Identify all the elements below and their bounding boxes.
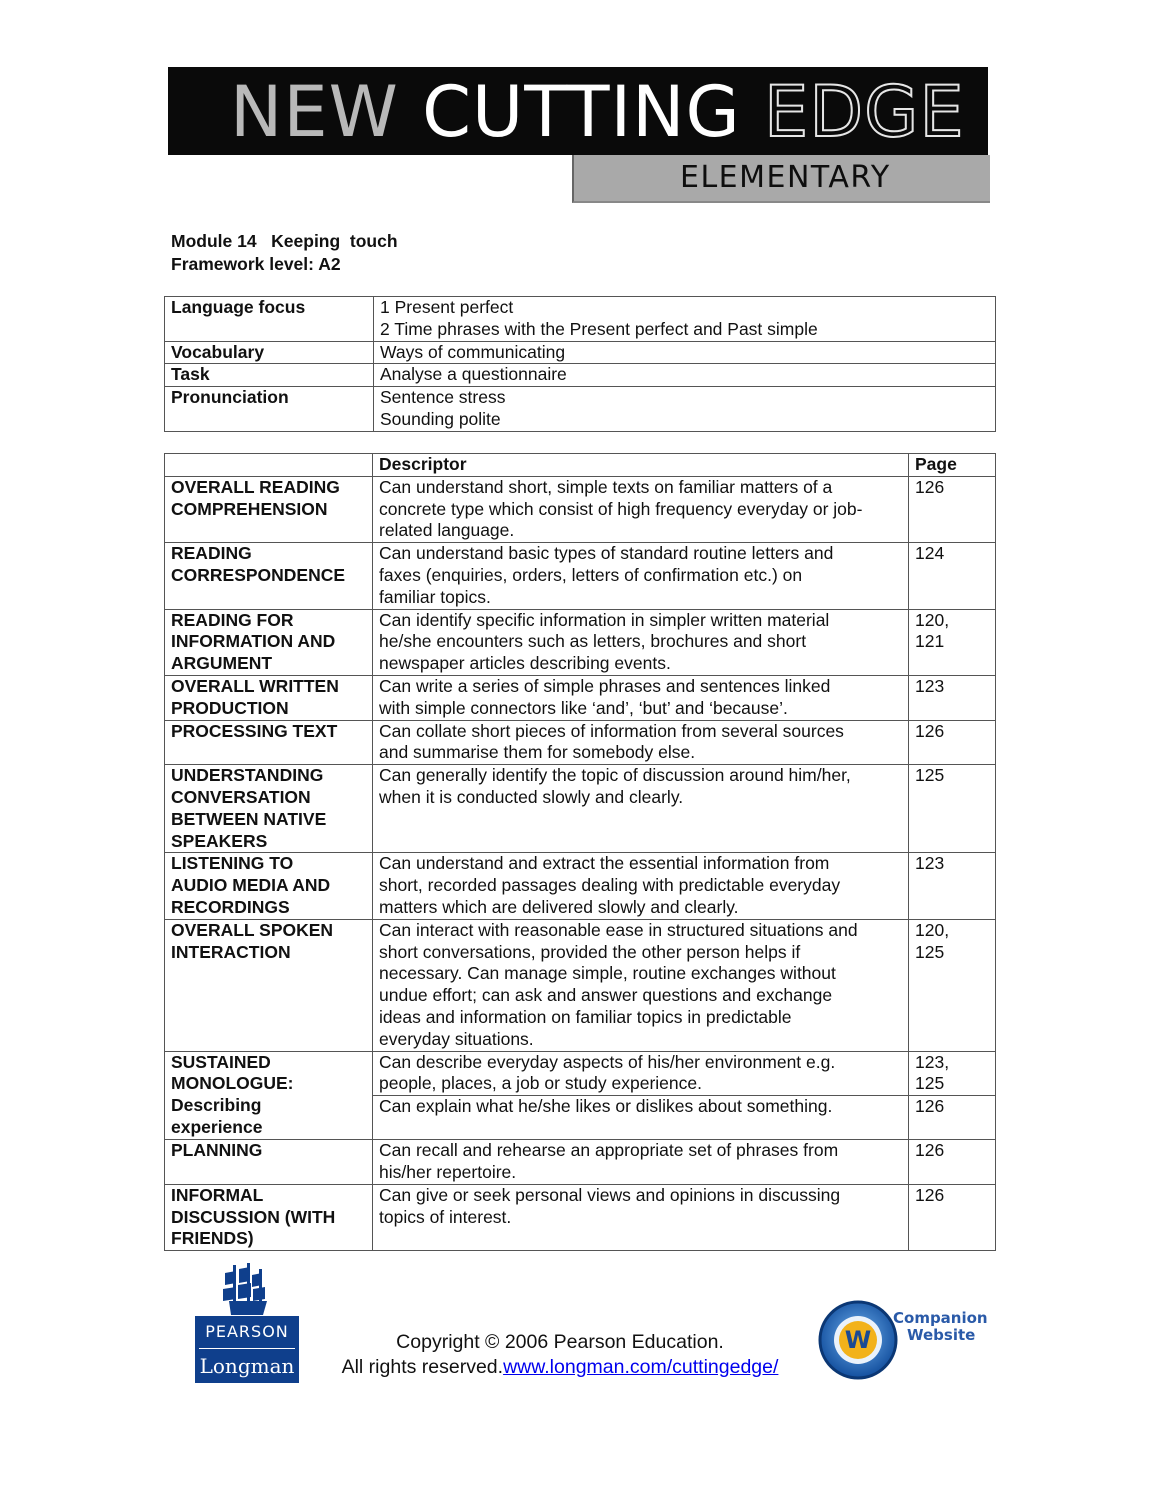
page-ref: [909, 1051, 996, 1096]
page-text: 126: [915, 476, 945, 497]
label-text: Vocabulary: [171, 341, 265, 362]
skill-area-text: PROCESSING TEXT: [171, 720, 338, 741]
page-ref: [909, 720, 996, 765]
banner-word-new: NEW: [230, 71, 399, 153]
skill-area-text: OVERALL WRITTEN: [171, 675, 339, 696]
skill-area-text: AUDIO MEDIA AND: [171, 875, 331, 896]
skill-area-text: READING: [171, 543, 252, 564]
descriptor: [373, 919, 909, 1051]
skill-area-subtext: Describing: [171, 1095, 262, 1116]
descriptor-text: ideas and information on familiar topics in predictable: [379, 1006, 792, 1027]
page-ref: [909, 853, 996, 919]
descriptor-text: when it is conducted slowly and clearly.: [379, 786, 684, 807]
module-heading: [171, 230, 398, 276]
value-text: 1 Present perfect: [380, 297, 514, 317]
level-banner: [572, 155, 990, 203]
descriptor-text: Can generally identify the topic of discussion around him/her,: [379, 765, 851, 786]
descriptor-text: faxes (enquiries, orders, letters of confirmation etc.) on: [379, 564, 803, 585]
descriptor-text: Can explain what he/she likes or dislikes about something.: [379, 1096, 833, 1117]
banner-title: [230, 73, 965, 151]
page-text: 120,: [915, 609, 950, 630]
label-text: Task: [171, 364, 210, 385]
skill-area-text: ARGUMENT: [171, 653, 273, 674]
descriptor-text: Can understand short, simple texts on familiar matters of a: [379, 476, 833, 497]
skill-area-text: INFORMAL: [171, 1184, 264, 1205]
descriptor: [373, 1140, 909, 1185]
language-table: [164, 296, 996, 432]
module-title: Module 14 Keeping touch: [171, 231, 398, 251]
table-row: [165, 675, 996, 720]
skill-area: [165, 765, 373, 853]
website-line: Website: [907, 1326, 976, 1344]
descriptor: [373, 853, 909, 919]
skill-area-text: CORRESPONDENCE: [171, 564, 346, 585]
skill-area: [165, 543, 373, 609]
skill-area-text: CONVERSATION: [171, 786, 311, 807]
value-text: Analyse a questionnaire: [380, 364, 567, 385]
page-text: 124: [915, 543, 945, 564]
descriptor-text: everyday situations.: [379, 1028, 534, 1049]
descriptor: [373, 543, 909, 609]
descriptor-text: Can give or seek personal views and opinions in discussing: [379, 1184, 841, 1205]
skill-area-text: MONOLOGUE:: [171, 1073, 294, 1094]
skill-area: [165, 675, 373, 720]
descriptor-text: undue effort; can ask and answer questions and exchange: [379, 985, 833, 1006]
descriptor: [373, 609, 909, 675]
badge-letter: W: [844, 1326, 872, 1354]
header-area: [165, 454, 373, 477]
page-text: 125: [915, 765, 945, 786]
descriptor: [373, 476, 909, 542]
descriptor: [373, 765, 909, 853]
descriptor-text: Can identify specific information in simpler written material: [379, 609, 830, 630]
table-row: [165, 1051, 996, 1096]
table-row: [165, 609, 996, 675]
descriptor: [373, 1051, 909, 1096]
longman-label: Longman: [199, 1354, 295, 1378]
descriptor-text: familiar topics.: [379, 586, 491, 607]
table-row: [165, 1140, 996, 1185]
table-row: [165, 919, 996, 1051]
descriptor-text: with simple connectors like ‘and’, ‘but’ and ‘because’.: [379, 697, 788, 718]
page-text: 126: [915, 1184, 945, 1205]
skill-area-text: INTERACTION: [171, 941, 291, 962]
language-row: [165, 387, 996, 432]
descriptor-text: Can write a series of simple phrases and sentences linked: [379, 675, 831, 696]
descriptor-table: [164, 453, 996, 1251]
page-ref: [909, 476, 996, 542]
language-row: [165, 364, 996, 387]
descriptor-text: people, places, a job or study experience.: [379, 1073, 702, 1094]
skill-area: [165, 1140, 373, 1185]
cuttingedge-link[interactable]: www.longman.com/cuttingedge/: [503, 1356, 779, 1378]
skill-area-text: SUSTAINED: [171, 1051, 271, 1072]
descriptor-text: and summarise them for somebody else.: [379, 742, 696, 763]
skill-area-text: SPEAKERS: [171, 830, 268, 851]
language-row: [165, 297, 996, 342]
language-row-value: [374, 387, 996, 432]
descriptor-text: newspaper articles describing events.: [379, 653, 671, 674]
language-row-label: [165, 364, 374, 387]
descriptor-text: short conversations, provided the other person helps if: [379, 941, 801, 962]
header-page: Page: [909, 454, 996, 477]
skill-area-text: DISCUSSION (WITH: [171, 1206, 336, 1227]
page-ref: [909, 675, 996, 720]
descriptor-text: Can recall and rehearse an appropriate set of phrases from: [379, 1140, 839, 1161]
descriptor-text: matters which are delivered slowly and clearly.: [379, 896, 739, 917]
rights-line: [300, 1355, 820, 1380]
skill-area-text: UNDERSTANDING: [171, 765, 324, 786]
descriptor-text: Can describe everyday aspects of his/her environment e.g.: [379, 1051, 836, 1072]
table-row: [165, 476, 996, 542]
skill-area-text: OVERALL SPOKEN: [171, 919, 334, 940]
page-ref: [909, 765, 996, 853]
skill-area-text: COMPREHENSION: [171, 498, 328, 519]
descriptor-text: related language.: [379, 520, 515, 541]
page-ref: [909, 609, 996, 675]
skill-area-text: READING FOR: [171, 609, 294, 630]
language-row: [165, 341, 996, 364]
companion-website-label[interactable]: [893, 1310, 988, 1344]
table-row: [165, 853, 996, 919]
page-ref: [909, 1096, 996, 1140]
language-row-value: [374, 341, 996, 364]
copyright-notice: [300, 1330, 820, 1380]
descriptor: [373, 1184, 909, 1250]
skill-area-subtext: experience: [171, 1116, 263, 1137]
skill-area-text: INFORMATION AND: [171, 631, 336, 652]
framework-level: Framework level: A2: [171, 254, 341, 274]
skill-area: [165, 919, 373, 1051]
language-row-label: [165, 341, 374, 364]
page-text: 126: [915, 1140, 945, 1161]
table-row: [165, 543, 996, 609]
skill-area-text: FRIENDS): [171, 1228, 254, 1249]
skill-area: [165, 476, 373, 542]
label-text: Language focus: [171, 297, 306, 317]
page-text: 120,: [915, 919, 950, 940]
descriptor-text: topics of interest.: [379, 1206, 512, 1227]
page-text: 125: [915, 1073, 945, 1094]
page-ref: [909, 919, 996, 1051]
descriptor-text: Can interact with reasonable ease in structured situations and: [379, 919, 858, 940]
descriptor: [373, 720, 909, 765]
pearson-label: PEARSON: [205, 1322, 289, 1341]
page-ref: [909, 1184, 996, 1250]
descriptor-text: he/she encounters such as letters, brochures and short: [379, 631, 807, 652]
skill-area: [165, 720, 373, 765]
value-text: Ways of communicating: [380, 341, 566, 362]
descriptor-text: concrete type which consist of high frequency everyday or job-: [379, 498, 863, 519]
page-text: 125: [915, 941, 945, 962]
descriptor-text: Can understand basic types of standard routine letters and: [379, 543, 834, 564]
skill-area: [165, 853, 373, 919]
skill-area-text: BETWEEN NATIVE: [171, 808, 327, 829]
language-row-label: [165, 297, 374, 342]
page-text: 126: [915, 720, 945, 741]
table-row: [165, 1184, 996, 1250]
descriptor-text: Can collate short pieces of information from several sources: [379, 720, 844, 741]
language-row-label: [165, 387, 374, 432]
skill-area-text: OVERALL READING: [171, 476, 340, 497]
descriptor-text: necessary. Can manage simple, routine exchanges without: [379, 963, 836, 984]
banner-word-edge: EDGE: [764, 71, 965, 153]
pearson-longman-logo: [195, 1316, 299, 1383]
skill-area-text: LISTENING TO: [171, 853, 294, 874]
skill-area-text: PLANNING: [171, 1140, 263, 1161]
value-text: 2 Time phrases with the Present perfect and Past simple: [380, 318, 818, 339]
page-text: 126: [915, 1096, 945, 1117]
language-row-value: [374, 364, 996, 387]
descriptor-text: short, recorded passages dealing with predictable everyday: [379, 875, 841, 896]
skill-area-text: PRODUCTION: [171, 697, 289, 718]
level-label: ELEMENTARY: [680, 160, 891, 195]
page-text: 123: [915, 675, 945, 696]
page-ref: [909, 543, 996, 609]
copyright-line: Copyright © 2006 Pearson Education.: [396, 1331, 724, 1353]
logo-divider: [199, 1348, 295, 1349]
skill-area: [165, 1184, 373, 1250]
value-text: Sentence stress: [380, 387, 506, 408]
descriptor-text: his/her repertoire.: [379, 1161, 517, 1182]
page-ref: [909, 1140, 996, 1185]
language-row-value: [374, 297, 996, 342]
descriptor: [373, 675, 909, 720]
page-text: 123,: [915, 1051, 950, 1072]
skill-area: [165, 609, 373, 675]
skill-area-text: RECORDINGS: [171, 896, 290, 917]
value-text: Sounding polite: [380, 408, 501, 429]
header-descriptor: Descriptor: [373, 454, 909, 477]
skill-area: [165, 1051, 373, 1140]
descriptor-text: Can understand and extract the essential information from: [379, 853, 830, 874]
title-banner: [168, 67, 988, 155]
page-text: 123: [915, 853, 945, 874]
companion-line: Companion: [893, 1309, 988, 1327]
descriptor-table-header: [165, 454, 996, 477]
table-row: [165, 720, 996, 765]
table-row: [165, 765, 996, 853]
label-text: Pronunciation: [171, 387, 289, 408]
rights-text: All rights reserved.: [341, 1356, 504, 1378]
banner-word-cutting: CUTTING: [422, 71, 741, 153]
descriptor: [373, 1096, 909, 1140]
page-text: 121: [915, 631, 945, 652]
